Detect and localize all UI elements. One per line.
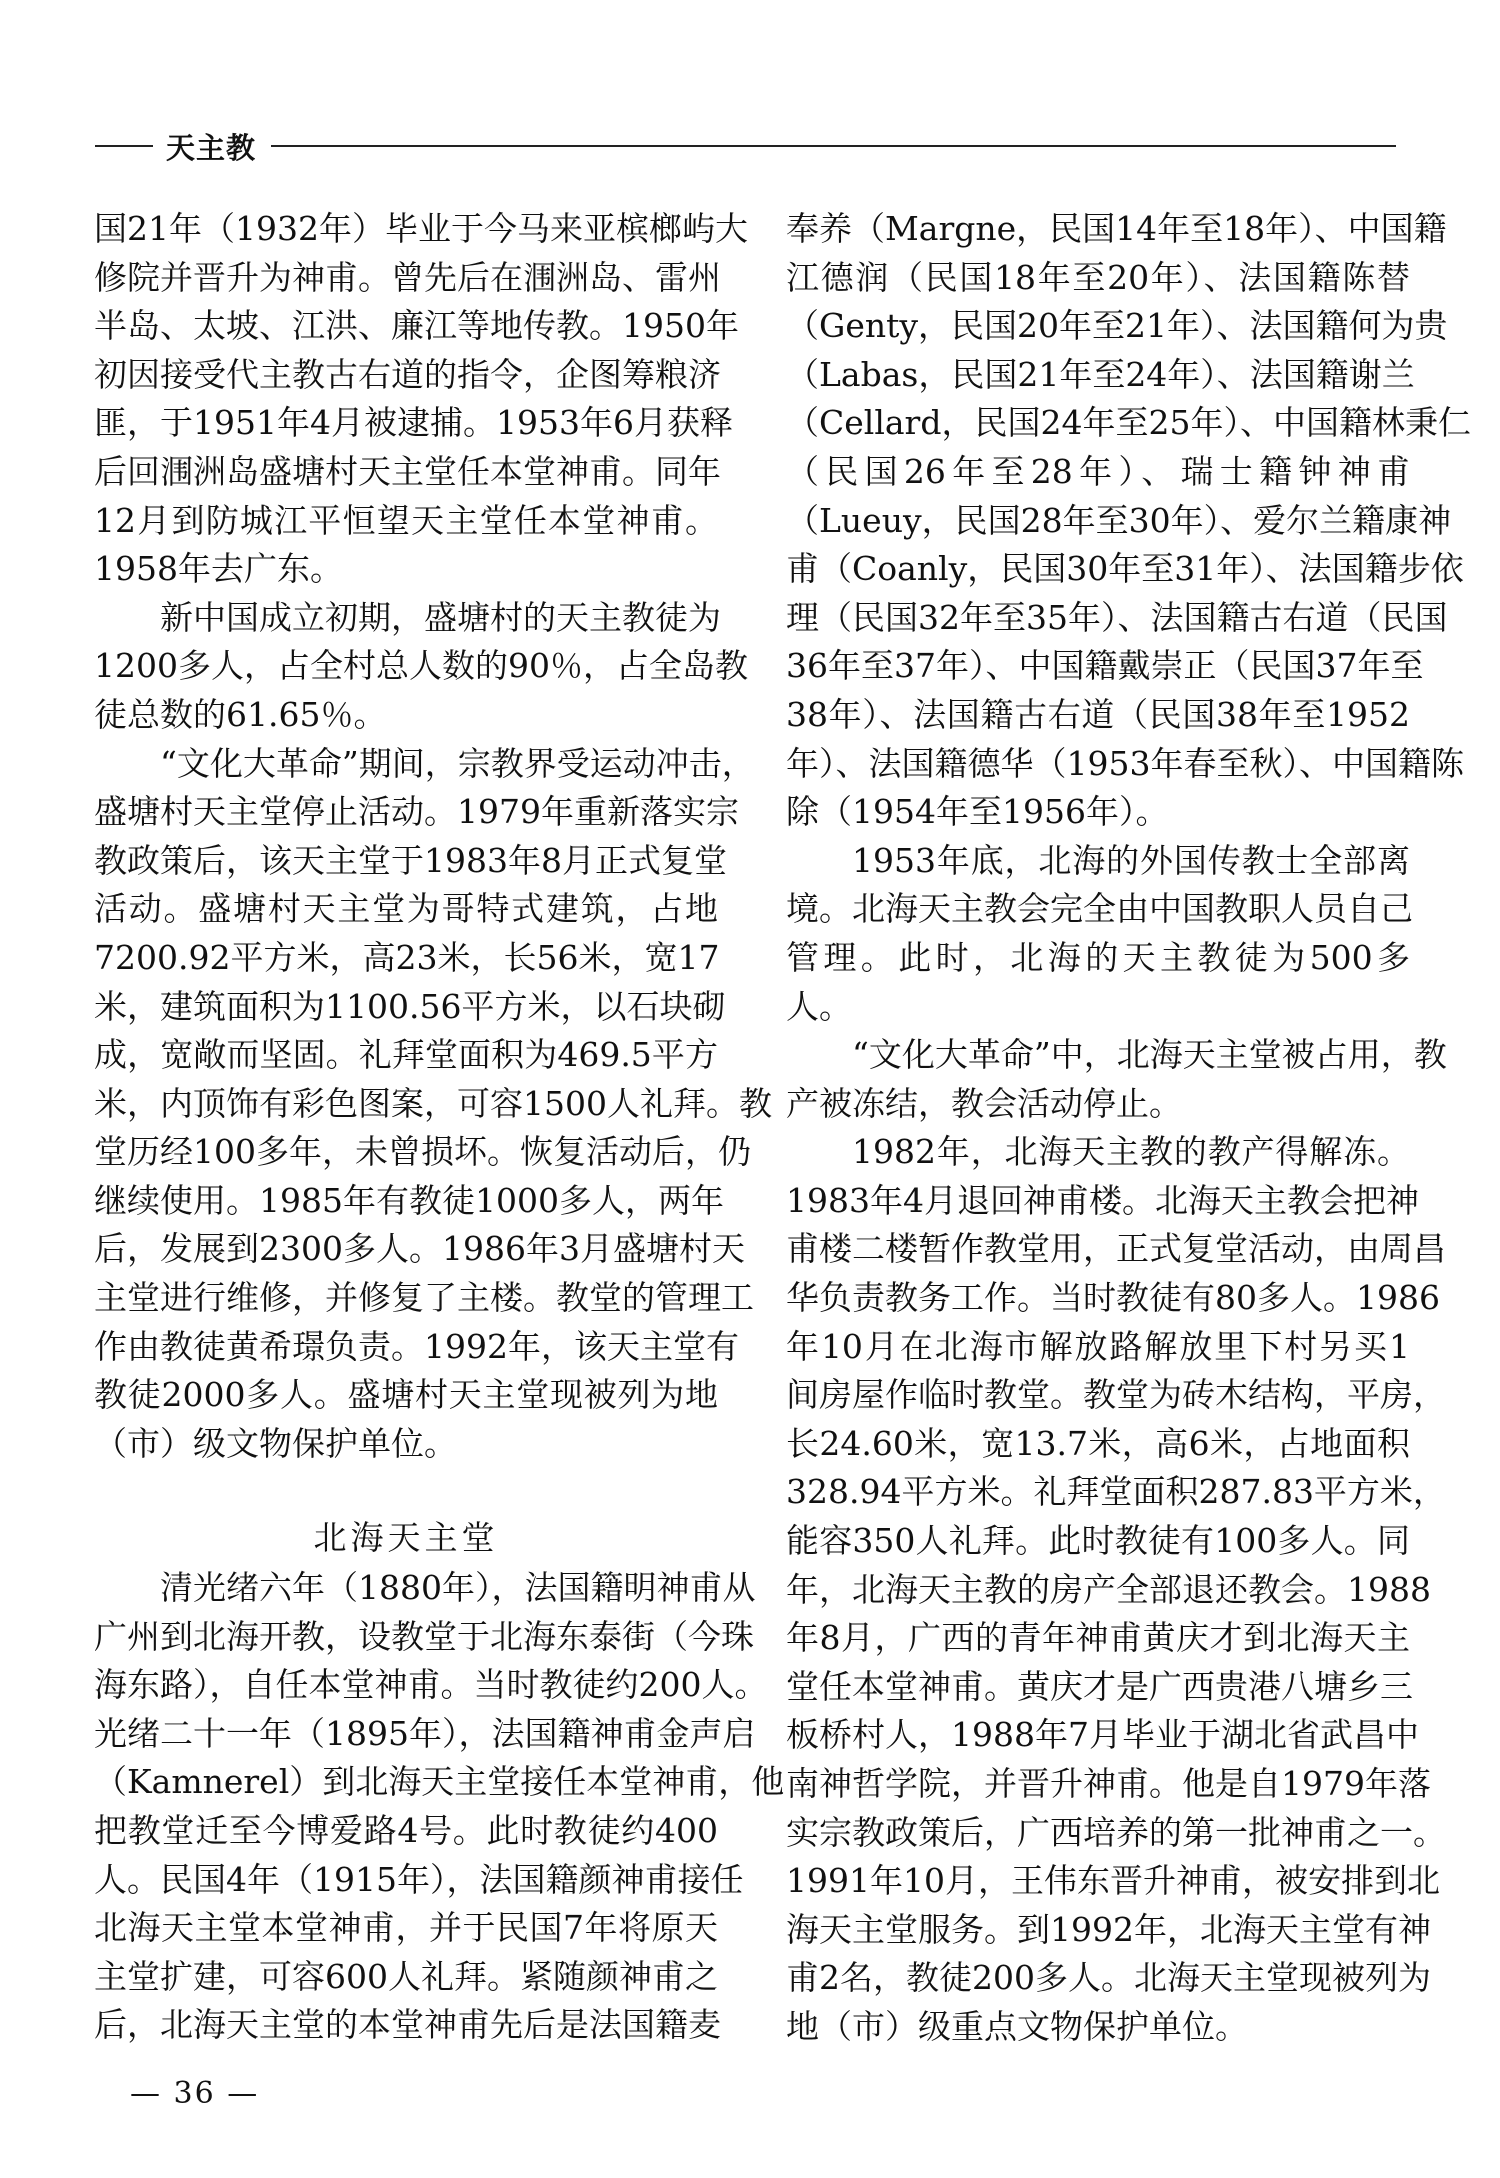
text-line: 板桥村人，1988年7月毕业于湖北省武昌中 (786, 1715, 1419, 1755)
text-line: 堂任本堂神甫。黄庆才是广西贵港八塘乡三 (786, 1666, 1413, 1706)
text-line: 人。民国4年（1915年），法国籍颜神甫接任 (94, 1859, 744, 1899)
text-line: 堂历经100多年，未曾损坏。恢复活动后，仍 (94, 1132, 751, 1172)
text-line: 活动。盛塘村天主堂为哥特式建筑，占地 (94, 889, 718, 929)
text-line: 成，宽敞而坚固。礼拜堂面积为469.5平方 (94, 1035, 718, 1075)
paragraph (94, 1564, 785, 2050)
text-line: 初因接受代主教古右道的指令，企图筹粮济 (94, 354, 721, 394)
text-line: 12月到防城江平恒望天主堂任本堂神甫。 (94, 500, 718, 540)
text-line: 清光绪六年（1880年），法国籍明神甫从 (160, 1568, 756, 1607)
text-line: 海东路），自任本堂神甫。当时教徒约200人。 (94, 1665, 768, 1705)
text-line: 光绪二十一年（1895年），法国籍神甫金声启 (94, 1713, 756, 1753)
text-line: 境。北海天主教会完全由中国教职人员自己 (786, 889, 1413, 929)
paragraph (786, 837, 1413, 1031)
text-line: 南神哲学院，并晋升神甫。他是自1979年落 (786, 1764, 1431, 1803)
text-line: 1983年4月退回神甫楼。北海天主教会把神 (786, 1180, 1419, 1220)
text-line: 后回涠洲岛盛塘村天主堂任本堂神甫。同年 (94, 451, 721, 491)
text-line: 主堂扩建，可容600人礼拜。紧随颜神甫之 (94, 1956, 718, 1996)
paragraph (94, 205, 748, 594)
text-line: 米，建筑面积为1100.56平方米，以石块砌 (94, 986, 726, 1026)
text-line: 半岛、太坡、江洪、廉江等地传教。1950年 (94, 306, 739, 346)
section-heading: 北海天主堂 (313, 1518, 499, 1557)
text-line: 地（市）级重点文物保护单位。 (786, 2006, 1248, 2046)
text-line: 年，北海天主教的房产全部退还教会。1988 (786, 1569, 1431, 1609)
text-line: 7200.92平方米，高23米，长56米，宽17 (94, 937, 720, 977)
text-line: 年）、法国籍德华（1953年春至秋）、中国籍陈 (786, 743, 1464, 783)
text-line: 后，发展到2300多人。1986年3月盛塘村天 (94, 1229, 745, 1269)
text-line: 匪，于1951年4月被逮捕。1953年6月获释 (94, 403, 733, 443)
text-line: 国21年（1932年）毕业于今马来亚槟榔屿大 (94, 209, 748, 248)
left-column-top (94, 205, 772, 1468)
running-header-title: 天主教 (166, 131, 257, 165)
text-line: （Labas，民国21年至24年）、法国籍谢兰 (786, 354, 1415, 394)
header-rule-left (95, 145, 153, 147)
text-line: 盛塘村天主堂停止活动。1979年重新落实宗 (94, 792, 739, 832)
text-line: 后，北海天主堂的本堂神甫先后是法国籍麦 (94, 2005, 721, 2045)
text-line: 产被冻结，教会活动停止。 (786, 1083, 1182, 1123)
text-line: 328.94平方米。礼拜堂面积287.83平方米， (786, 1472, 1446, 1512)
text-line: 能容350人礼拜。此时教徒有100多人。同 (786, 1521, 1410, 1561)
text-line: 除（1954年至1956年）。 (786, 792, 1169, 832)
text-line: 修院并晋升为神甫。曾先后在涠洲岛、雷州 (94, 257, 721, 297)
text-line: 主堂进行维修，并修复了主楼。教堂的管理工 (94, 1278, 754, 1318)
text-line: 甫（Coanly，民国30年至31年）、法国籍步依 (786, 549, 1464, 589)
text-line: （Cellard，民国24年至25年）、中国籍林秉仁 (786, 403, 1471, 443)
text-line: 间房屋作临时教堂。教堂为砖木结构，平房， (786, 1375, 1446, 1415)
text-line: 海天主堂服务。到1992年，北海天主堂有神 (786, 1909, 1431, 1949)
text-line: 把教堂迁至今博爱路4号。此时教徒约400 (94, 1810, 718, 1850)
text-line: 华负责教务工作。当时教徒有80多人。1986 (786, 1278, 1440, 1318)
text-line: 实宗教政策后，广西培养的第一批神甫之一。 (786, 1812, 1446, 1852)
paragraph (786, 205, 1471, 837)
text-line: （市）级文物保护单位。 (94, 1423, 457, 1463)
page-number: — 36 — (130, 2076, 260, 2111)
text-line: 新中国成立初期，盛塘村的天主教徒为 (160, 597, 721, 637)
text-line: （民国26年至28年）、瑞士籍钟神甫 (786, 451, 1410, 491)
text-line: 人。 (786, 986, 852, 1026)
text-line: 管理。此时，北海的天主教徒为500多 (786, 937, 1410, 977)
text-line: “文化大革命”中，北海天主堂被占用，教 (852, 1035, 1447, 1075)
text-line: 1991年10月，王伟东晋升神甫，被安排到北 (786, 1861, 1440, 1901)
paragraph (94, 740, 772, 1469)
text-line: 北海天主堂本堂神甫，并于民国7年将原天 (94, 1908, 718, 1948)
text-line: 广州到北海开教，设教堂于北海东泰街（今珠 (94, 1616, 754, 1656)
text-line: （Kamnerel）到北海天主堂接任本堂神甫，他 (94, 1762, 785, 1802)
paragraph (94, 594, 748, 740)
left-column-bottom (94, 1564, 785, 2050)
right-column (786, 205, 1471, 2052)
text-line: 江德润（民国18年至20年）、法国籍陈替 (786, 257, 1410, 297)
text-line: 教政策后，该天主堂于1983年8月正式复堂 (94, 840, 727, 880)
text-line: 长24.60米，宽13.7米，高6米，占地面积 (786, 1423, 1410, 1463)
text-line: 米，内顶饰有彩色图案，可容1500人礼拜。教 (94, 1083, 772, 1123)
text-line: 继续使用。1985年有教徒1000多人，两年 (94, 1180, 724, 1220)
text-line: 理（民国32年至35年）、法国籍古右道（民国 (786, 597, 1448, 637)
text-line: 教徒2000多人。盛塘村天主堂现被列为地 (94, 1375, 718, 1415)
text-line: 1953年底，北海的外国传教士全部离 (852, 840, 1410, 880)
text-line: 36年至37年）、中国籍戴崇正（民国37年至 (786, 646, 1424, 686)
paragraph (786, 1128, 1446, 2051)
text-line: 甫2名，教徒200多人。北海天主堂现被列为 (786, 1958, 1431, 1998)
text-line: 徒总数的61.65％。 (94, 694, 387, 734)
text-line: 作由教徒黄希璟负责。1992年，该天主堂有 (94, 1326, 739, 1366)
text-line: 甫楼二楼暂作教堂用，正式复堂活动，由周昌 (786, 1229, 1446, 1269)
text-line: 1200多人，占全村总人数的90％，占全岛教 (94, 646, 748, 686)
text-line: （Genty，民国20年至21年）、法国籍何为贵 (786, 306, 1448, 346)
text-line: 1958年去广东。 (94, 549, 343, 589)
text-line: 年10月在北海市解放路解放里下村另买1 (786, 1326, 1410, 1366)
text-line: 年8月，广西的青年神甫黄庆才到北海天主 (786, 1618, 1410, 1658)
header-rule-right (271, 145, 1396, 147)
text-line: 1982年，北海天主教的教产得解冻。 (852, 1132, 1410, 1172)
text-line: 奉养（Margne，民国14年至18年）、中国籍 (786, 209, 1447, 248)
text-line: “文化大革命”期间，宗教界受运动冲击， (160, 743, 755, 783)
text-line: 38年）、法国籍古右道（民国38年至1952 (786, 694, 1410, 734)
text-line: （Lueuy，民国28年至30年）、爱尔兰籍康神 (786, 500, 1452, 540)
paragraph (786, 1031, 1447, 1128)
